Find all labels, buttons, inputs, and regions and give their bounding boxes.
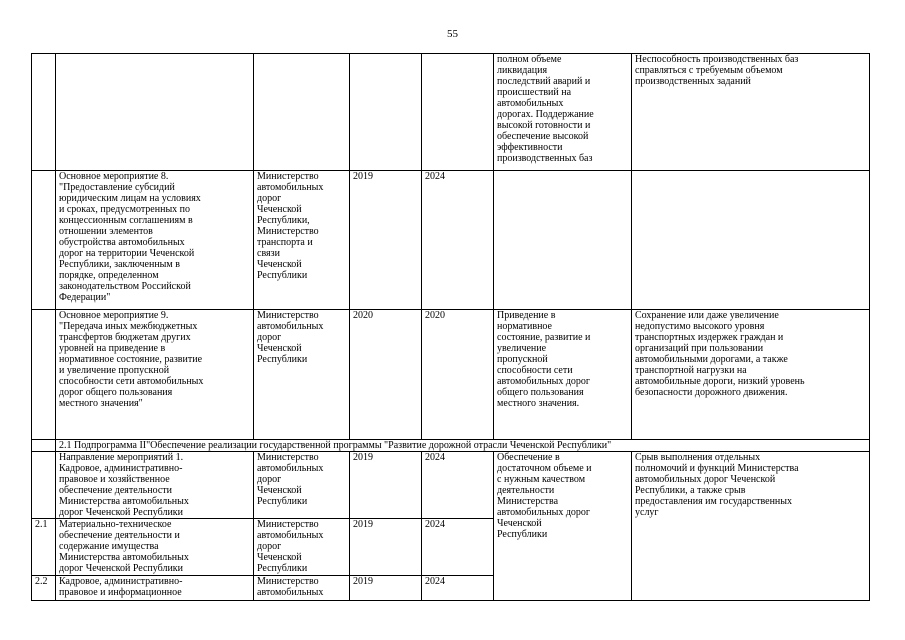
table-row [32,310,870,440]
measure-name-cell [56,54,254,171]
row-number-cell [32,171,56,310]
start-year-cell: 2019 [350,519,422,576]
executor-cell: Министерство автомобильных [254,576,350,601]
executor-cell: Министерство автомобильных дорог Чеченской Республики [254,310,350,440]
end-year-cell [422,54,494,171]
row-number-cell [32,452,56,519]
start-year-cell [350,54,422,171]
measure-name-cell: Направление мероприятий 1. Кадровое, административно- правовое и хозяйственное обеспечение деятельности Министерства автомобильных дорог Чеченской Республики [56,452,254,519]
measure-name-cell: Материально-техническое обеспечение деятельности и содержание имущества Министерства автомобильных дорог Чеченской Республики [56,519,254,576]
page-number: 55 [447,28,458,40]
executor-cell: Министерство автомобильных дорог Чеченской Республики [254,519,350,576]
end-year-cell: 2020 [422,310,494,440]
row-number-cell [32,310,56,440]
measure-name-cell: Основное мероприятие 8. "Предоставление субсидий юридическим лицам на условиях и сроках, предусмотренных по концессионным соглашениям в отношении элементов обустройства автомобильных дорог на территории Чеченской Республики, заключенным в порядке, определенном законодательством Российской Федерации" [56,171,254,310]
expected-result-cell [494,171,632,310]
program-measures-table [31,53,870,601]
risk-cell: Сохранение или даже увеличение недопустимо высокого уровня транспортных издержек граждан и организаций при пользовании автомобильными дорогами, а также транспортной нагрузки на автомобильные дороги, низкий уровень безопасности дорожного движения. [632,310,870,440]
end-year-cell: 2024 [422,171,494,310]
end-year-cell: 2024 [422,519,494,576]
end-year-cell: 2024 [422,576,494,601]
start-year-cell: 2020 [350,310,422,440]
measure-name-cell: Основное мероприятие 9. "Передача иных межбюджетных трансфертов бюджетам других уровней на приведение в нормативное состояние, развитие и увеличение пропускной способности сети автомобильных дорог общего пользования местного значения" [56,310,254,440]
subprogram-title: 2.1 Подпрограмма II"Обеспечение реализации государственной программы "Развитие дорожной отрасли Чеченской Республики" [56,440,870,452]
risk-cell [632,171,870,310]
table-row [32,452,870,519]
measure-name-cell: Кадровое, административно- правовое и информационное [56,576,254,601]
executor-cell: Министерство автомобильных дорог Чеченской Республики [254,452,350,519]
executor-cell: Министерство автомобильных дорог Чеченской Республики, Министерство транспорта и связи Чеченской Республики [254,171,350,310]
table-row [32,171,870,310]
row-number-cell [32,440,56,452]
expected-result-cell: Приведение в нормативное состояние, развитие и увеличение пропускной способности сети автомобильных дорог общего пользования местного значения. [494,310,632,440]
section-header-row [32,440,870,452]
table-row [32,54,870,171]
row-number-cell: 2.1 [32,519,56,576]
start-year-cell: 2019 [350,576,422,601]
expected-result-cell: Обеспечение в достаточном объеме и с нужным качеством деятельности Министерства автомобильных дорог Чеченской Республики [494,452,632,601]
risk-cell: Срыв выполнения отдельных полномочий и функций Министерства автомобильных дорог Чеченской Республики, а также срыв предоставления им государственных услуг [632,452,870,601]
end-year-cell: 2024 [422,452,494,519]
risk-cell: Неспособность производственных баз справляться с требуемым объемом производственных заданий [632,54,870,171]
row-number-cell [32,54,56,171]
start-year-cell: 2019 [350,452,422,519]
executor-cell [254,54,350,171]
row-number-cell: 2.2 [32,576,56,601]
expected-result-cell: полном объеме ликвидация последствий аварий и происшествий на автомобильных дорогах. Поддержание высокой готовности и обеспечение высокой эффективности производственных баз [494,54,632,171]
start-year-cell: 2019 [350,171,422,310]
